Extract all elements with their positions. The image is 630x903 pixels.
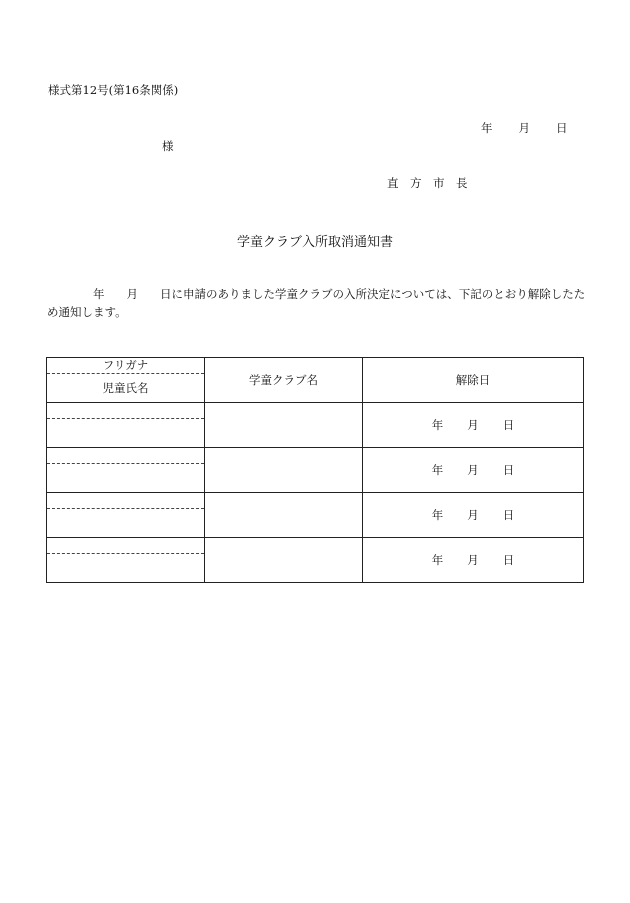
header-date-year: 年 — [481, 121, 493, 135]
club-name-cell[interactable] — [205, 493, 363, 538]
row-date-day: 日 — [502, 418, 515, 432]
table-row — [47, 493, 584, 538]
row-date-month: 月 — [467, 418, 479, 432]
header-club-name: 学童クラブ名 — [205, 358, 363, 403]
club-name-cell[interactable] — [205, 403, 363, 448]
header-name-cell — [47, 358, 205, 403]
notice-body — [47, 285, 587, 321]
row-date-month: 月 — [467, 553, 479, 567]
row-date-year: 年 — [431, 463, 444, 477]
issuer: 直 方 市 長 — [387, 176, 468, 190]
body-month: 月 — [126, 287, 138, 301]
child-name-field[interactable] — [47, 554, 204, 582]
row-date-year: 年 — [431, 418, 444, 432]
child-name-field[interactable] — [47, 509, 204, 537]
body-text: に申請のありました学童クラブの入所決定については、下記のとおり解除したため通知します。 — [47, 287, 586, 319]
furigana-field[interactable] — [47, 448, 204, 464]
cancel-date-cell[interactable] — [363, 538, 584, 583]
furigana-field[interactable] — [47, 538, 204, 554]
row-date-day: 日 — [502, 553, 515, 567]
row-date-day: 日 — [502, 508, 515, 522]
body-day: 日 — [160, 287, 172, 301]
child-name-field[interactable] — [47, 419, 204, 447]
row-date-day: 日 — [502, 463, 515, 477]
header-furigana: フリガナ — [47, 358, 204, 374]
cancel-date-cell[interactable] — [363, 448, 584, 493]
body-year: 年 — [93, 287, 105, 301]
furigana-field[interactable] — [47, 403, 204, 419]
child-name-cell[interactable] — [47, 403, 205, 448]
table-header-row — [47, 358, 584, 403]
cancellation-table — [46, 357, 584, 583]
furigana-field[interactable] — [47, 493, 204, 509]
table-row — [47, 403, 584, 448]
row-date-month: 月 — [467, 463, 479, 477]
addressee-suffix: 様 — [162, 139, 174, 153]
table-row — [47, 538, 584, 583]
header-child-name: 児童氏名 — [102, 381, 149, 395]
child-name-field[interactable] — [47, 464, 204, 492]
child-name-cell[interactable] — [47, 493, 205, 538]
cancel-date-cell[interactable] — [363, 403, 584, 448]
header-date-month: 月 — [518, 121, 530, 135]
table-row — [47, 448, 584, 493]
cancel-date-cell[interactable] — [363, 493, 584, 538]
form-number: 様式第12号(第16条関係) — [48, 83, 179, 97]
page-title: 学童クラブ入所取消通知書 — [236, 235, 393, 250]
child-name-cell[interactable] — [47, 538, 205, 583]
row-date-year: 年 — [431, 508, 444, 522]
child-name-cell[interactable] — [47, 448, 205, 493]
club-name-cell[interactable] — [205, 448, 363, 493]
header-date — [481, 120, 568, 136]
header-date-day: 日 — [556, 121, 568, 135]
header-cancel-date: 解除日 — [363, 358, 584, 403]
club-name-cell[interactable] — [205, 538, 363, 583]
row-date-year: 年 — [431, 553, 444, 567]
row-date-month: 月 — [467, 508, 479, 522]
